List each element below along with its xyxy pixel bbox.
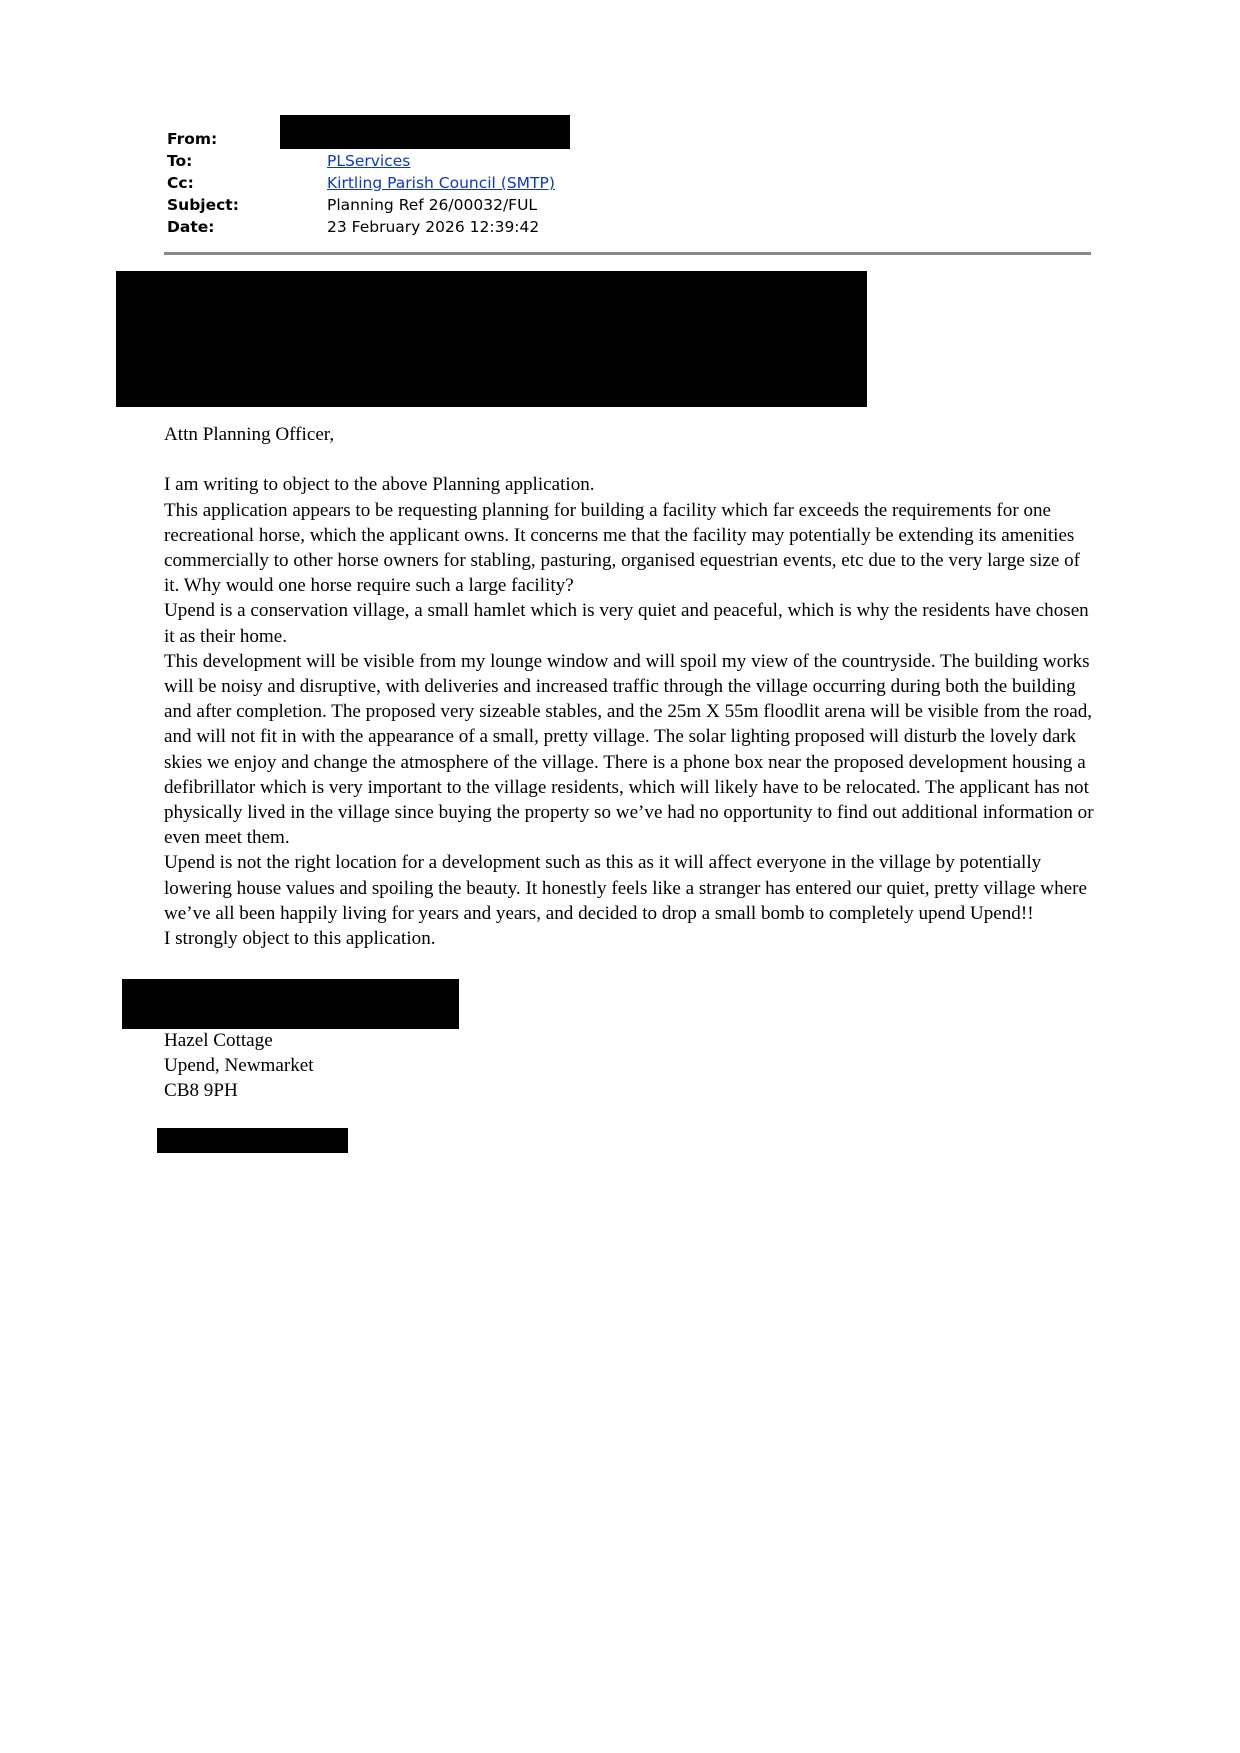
paragraph-1: I am writing to object to the above Planning application. — [164, 474, 595, 496]
address-block — [164, 1028, 314, 1104]
paragraph-4: This development will be visible from my lounge window and will spoil my view of the countryside. The building works will be noisy and disruptive, with deliveries and increased traffic through the village occurring during both the building and after completion. The proposed very sizeable stables, and the 25m X 55m floodlit arena will be visible from the road, and will not fit in with the appearance of a small, pretty village. The solar lighting proposed will disturb the lovely dark skies we enjoy and change the atmosphere of the village. There is a phone box near the proposed development housing a defibrillator which is very important to the village residents, which will likely have to be relocated. The applicant has not physically lived in the village since buying the property so we’ve had no opportunity to find out additional information or even meet them. — [164, 650, 1094, 849]
subject-row — [167, 194, 555, 216]
paragraph-gap — [164, 447, 1094, 472]
cc-link[interactable]: Kirtling Parish Council (SMTP) — [327, 174, 555, 192]
salutation: Attn Planning Officer, — [164, 424, 335, 445]
from-label: From: — [167, 130, 218, 148]
address-line-3: CB8 9PH — [164, 1080, 238, 1102]
header-divider — [164, 252, 1091, 255]
subject-label: Subject: — [167, 196, 239, 214]
date-row — [167, 216, 555, 238]
paragraph-6: I strongly object to this application. — [164, 928, 436, 950]
letter-body — [164, 422, 1094, 951]
paragraph-3: Upend is a conservation village, a small hamlet which is very quiet and peaceful, which is why the residents have chosen it as their home. — [164, 600, 1089, 647]
date-value: 23 February 2026 12:39:42 — [327, 218, 540, 236]
to-row — [167, 150, 555, 172]
address-line-1: Hazel Cottage — [164, 1030, 273, 1051]
address-line-2: Upend, Newmarket — [164, 1055, 314, 1077]
redacted-signature — [122, 979, 459, 1029]
redacted-contact — [157, 1128, 348, 1153]
cc-row — [167, 172, 555, 194]
to-label: To: — [167, 152, 193, 170]
to-link[interactable]: PLServices — [327, 152, 411, 170]
paragraph-2: This application appears to be requesting planning for building a facility which far exceeds the requirements for one recreational horse, which the applicant owns. It concerns me that the facility may potentially be extending its amenities commercially to other horse owners for stabling, pasturing, organised equestrian events, etc due to the very large size of it. Why would one horse require such a large facility? — [164, 499, 1081, 597]
paragraph-5: Upend is not the right location for a development such as this as it will affect everyone in the village by potentially lowering house values and spoiling the beauty. It honestly feels like a stranger has entered our quiet, pretty village where we’ve all been happily living for years and years, and decided to drop a small bomb to completely upend Upend!! — [164, 852, 1087, 924]
date-label: Date: — [167, 218, 215, 236]
cc-label: Cc: — [167, 174, 194, 192]
redacted-block — [116, 271, 867, 407]
subject-value: Planning Ref 26/00032/FUL — [327, 196, 538, 214]
redacted-sender — [280, 115, 570, 149]
